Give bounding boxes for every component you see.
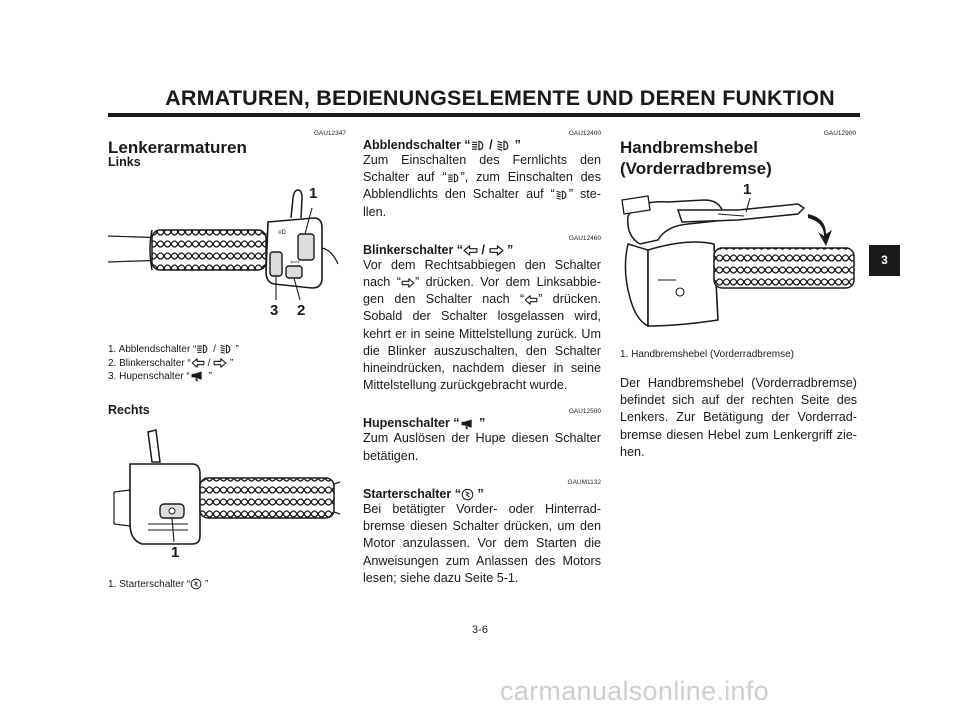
svg-text:≡D: ≡D — [278, 230, 286, 236]
callout-1-starter: 1 — [171, 544, 180, 561]
paragraph-abblendschalter: Zum Einschalten des Fernlichts den Schalter auf “ ”, zum Einschalten des Abblendlichts den Schalter auf “ ” ste- llen. — [363, 153, 601, 219]
middle-column — [363, 130, 601, 587]
reference-code: GAU12400 — [568, 130, 601, 137]
turn-left-icon — [463, 245, 478, 256]
page-number: 3-6 — [472, 624, 488, 636]
caption-item: 3. Hupenschalter “ ” — [108, 371, 212, 382]
high-beam-icon — [471, 140, 486, 151]
caption-rechts: 1. Starterschalter “ ” — [108, 579, 209, 590]
horn-icon — [190, 371, 206, 382]
caption-item: 1. Abblendschalter “ / ” — [108, 344, 239, 355]
heading-blinkerschalter: Blinkerschalter “ / ” — [363, 242, 514, 257]
starter-icon — [190, 578, 202, 590]
svg-text:⇦⇨: ⇦⇨ — [290, 260, 301, 266]
watermark: carmanualsonline.info — [500, 676, 769, 706]
turn-left-icon — [191, 358, 205, 368]
section-title-lenkerarmaturen: Lenkerarmaturen — [108, 138, 247, 157]
callout-2: 2 — [297, 302, 306, 319]
subsection-title-links: Links — [108, 155, 141, 169]
paragraph-handbremshebel: Der Handbremshebel (Vorderradbremse) befindet sich auf der rechten Seite des Lenkers. Zur Betätigung der Vorderrad- bremse diesen Hebel zum Lenkergriff zie- hen. — [620, 376, 857, 459]
front-brake-lever-illustration — [618, 180, 860, 328]
callout-1: 1 — [309, 185, 318, 202]
callout-1-lever: 1 — [743, 181, 752, 198]
paragraph-starterschalter: Bei betätigter Vorder- oder Hinterrad- bremse diesen Schalter drücken, um den Motor anzulassen. Vor dem Starten die Anweisungen zum Anlassen des Motors lesen; siehe dazu Seite 5-1. — [363, 502, 601, 585]
horn-icon — [460, 419, 476, 430]
starter-icon — [461, 488, 474, 501]
right-handlebar-controls-illustration — [108, 424, 340, 564]
reference-code: GAU12500 — [568, 408, 601, 416]
high-beam-icon — [196, 344, 210, 354]
paragraph-blinkerschalter: Vor dem Rechtsabbiegen den Schalter nach “ ” drücken. Vor dem Linksabbie- gen den Schalter nach “ ” drücken. Sobald der Schalter losgelassen wird, kehrt er in seine Mittelstellung zurück. Um die Blinker auszuschalten, den Schalter hineindrücken, nachdem dieser in seine Mittelstellung zurückgebracht wurde. — [363, 257, 601, 393]
reference-code: GAU12347 — [313, 130, 346, 137]
heading-abblendschalter: Abblendschalter “ / ” — [363, 138, 521, 152]
turn-left-icon — [524, 295, 538, 305]
reference-code: GAU12460 — [568, 234, 601, 242]
callout-3: 3 — [270, 302, 279, 319]
caption-handbremshebel: 1. Handbremshebel (Vorderradbremse) — [620, 349, 794, 360]
paragraph-hupenschalter: Zum Auslösen der Hupe diesen Schalter betätigen. — [363, 431, 601, 463]
turn-right-icon — [401, 278, 415, 288]
low-beam-icon — [219, 344, 233, 354]
turn-right-icon — [213, 358, 227, 368]
caption-item: 2. Blinkerschalter “ / ” — [108, 357, 234, 369]
heading-hupenschalter: Hupenschalter “ ” — [363, 416, 486, 431]
header-rule — [108, 113, 860, 117]
chapter-tab: 3 — [869, 245, 900, 276]
chapter-title: ARMATUREN, BEDIENUNGSELEMENTE UND DEREN FUNKTION — [165, 86, 835, 110]
low-beam-icon — [555, 190, 569, 200]
low-beam-icon — [496, 140, 511, 151]
section-title-handbremshebel: Handbremshebel (Vorderradbremse) — [620, 138, 772, 178]
subsection-title-rechts: Rechts — [108, 403, 150, 417]
heading-starterschalter: Starterschalter “ ” — [363, 486, 484, 501]
reference-code: GAU12900 — [823, 130, 856, 137]
caption-list-links — [108, 343, 338, 384]
turn-right-icon — [489, 245, 504, 256]
high-beam-icon — [447, 173, 461, 183]
reference-code: GAUM1132 — [567, 478, 601, 486]
